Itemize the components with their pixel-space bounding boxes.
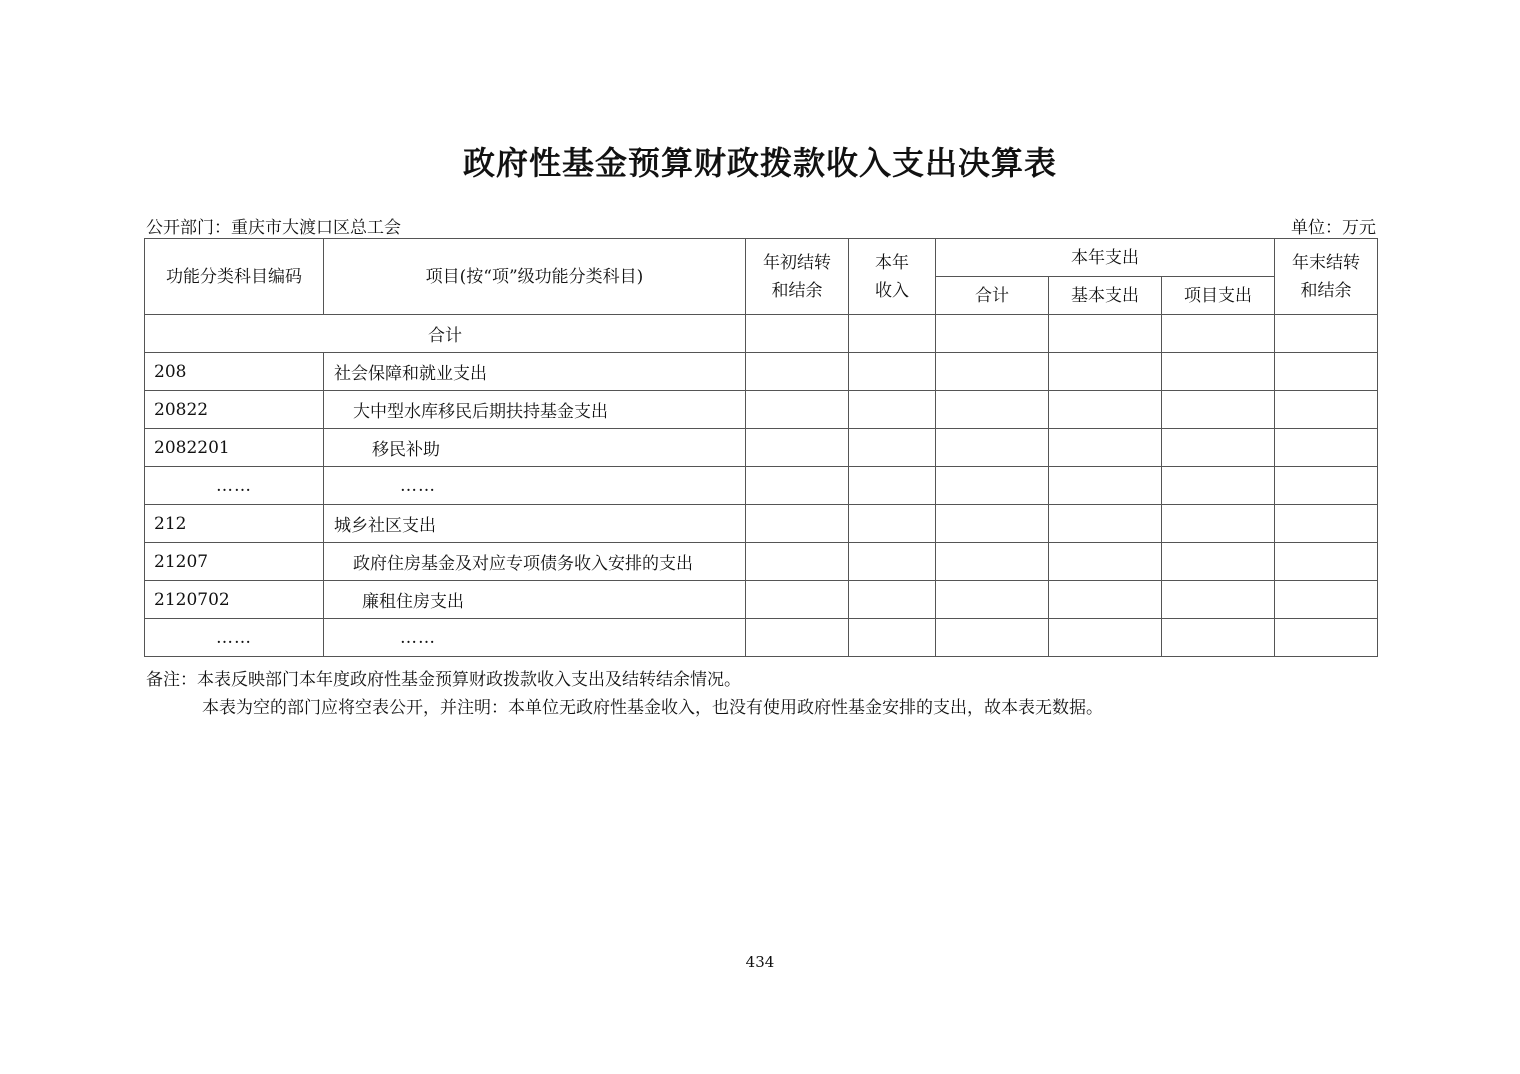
row-code: 2120702 (145, 581, 324, 619)
table-cell (746, 467, 849, 505)
row-name: 城乡社区支出 (324, 505, 746, 543)
table-cell (1049, 315, 1162, 353)
unit-label: 单位：万元 (1291, 218, 1376, 238)
table-cell (1049, 543, 1162, 581)
table-cell (1162, 505, 1275, 543)
row-name: 政府住房基金及对应专项债务收入安排的支出 (324, 543, 746, 581)
table-row (145, 505, 1378, 543)
table-cell (746, 429, 849, 467)
table-cell (1275, 543, 1378, 581)
note-line-2: 本表为空的部门应将空表公开，并注明：本单位无政府性基金收入，也没有使用政府性基金安排的支出，故本表无数据。 (202, 698, 1103, 718)
table-cell (746, 543, 849, 581)
table-row (145, 543, 1378, 581)
row-code-ellipsis: …… (145, 467, 324, 505)
page-title: 政府性基金预算财政拨款收入支出决算表 (462, 144, 1057, 182)
table-cell (1162, 429, 1275, 467)
table-cell (849, 391, 936, 429)
row-code: 2082201 (145, 429, 324, 467)
table-cell (1275, 619, 1378, 657)
table-cell (1275, 467, 1378, 505)
table-cell (1162, 467, 1275, 505)
table-cell (849, 315, 936, 353)
table-cell (936, 467, 1049, 505)
table-cell (1162, 619, 1275, 657)
header-income-line1: 本年 (875, 252, 909, 273)
header-closing-line2: 和结余 (1300, 280, 1352, 301)
row-code: 21207 (145, 543, 324, 581)
table-row (145, 391, 1378, 429)
table-cell (1049, 619, 1162, 657)
table-cell (936, 505, 1049, 543)
table-cell (936, 391, 1049, 429)
table-cell (1162, 581, 1275, 619)
table-cell (746, 505, 849, 543)
table-cell (849, 429, 936, 467)
notes (146, 666, 1103, 722)
table-cell (1162, 543, 1275, 581)
table-cell (849, 581, 936, 619)
table-cell (849, 543, 936, 581)
total-label: 合计 (145, 315, 746, 353)
header-closing-balance (1275, 239, 1378, 315)
row-name: 大中型水库移民后期扶持基金支出 (324, 391, 746, 429)
header-closing-line1: 年末结转 (1292, 252, 1360, 273)
table-cell (1049, 505, 1162, 543)
header-expense-project: 项目支出 (1162, 277, 1275, 315)
table-row-ellipsis (145, 619, 1378, 657)
header-income-line2: 收入 (875, 280, 909, 301)
header-income (849, 239, 936, 315)
table-cell (1275, 353, 1378, 391)
table-cell (1275, 505, 1378, 543)
table-cell (936, 353, 1049, 391)
header-opening-line1: 年初结转 (763, 252, 831, 273)
table-cell (1049, 391, 1162, 429)
table-cell (1275, 429, 1378, 467)
table-cell (936, 429, 1049, 467)
table-cell (1049, 429, 1162, 467)
table-cell (1275, 391, 1378, 429)
table-cell (1162, 391, 1275, 429)
header-item: 项目(按“项”级功能分类科目) (324, 239, 746, 315)
row-code: 208 (145, 353, 324, 391)
table-cell (1162, 353, 1275, 391)
table-cell (936, 543, 1049, 581)
header-opening-line2: 和结余 (771, 280, 823, 301)
note-line-1: 备注：本表反映部门本年度政府性基金预算财政拨款收入支出及结转结余情况。 (146, 670, 741, 690)
header-expense-group: 本年支出 (936, 239, 1275, 277)
header-expense-total: 合计 (936, 277, 1049, 315)
table-cell (849, 505, 936, 543)
budget-table (144, 238, 1378, 657)
table-row-total (145, 315, 1378, 353)
table-cell (746, 391, 849, 429)
table-row (145, 353, 1378, 391)
table-cell (849, 619, 936, 657)
table-cell (746, 353, 849, 391)
page-number: 434 (745, 953, 775, 971)
table-cell (849, 353, 936, 391)
table-cell (746, 315, 849, 353)
table-cell (1275, 581, 1378, 619)
table-cell (1275, 315, 1378, 353)
table-cell (936, 315, 1049, 353)
department-label: 公开部门：重庆市大渡口区总工会 (146, 218, 401, 238)
table-cell (849, 467, 936, 505)
row-name-ellipsis: …… (324, 619, 746, 657)
table-cell (1049, 581, 1162, 619)
table-cell (1162, 315, 1275, 353)
row-name: 移民补助 (324, 429, 746, 467)
header-code: 功能分类科目编码 (145, 239, 324, 315)
table-cell (746, 581, 849, 619)
table-cell (1049, 353, 1162, 391)
table-row (145, 429, 1378, 467)
row-name: 廉租住房支出 (324, 581, 746, 619)
table-row-ellipsis (145, 467, 1378, 505)
table-row (145, 581, 1378, 619)
table-cell (746, 619, 849, 657)
row-code: 212 (145, 505, 324, 543)
row-name-ellipsis: …… (324, 467, 746, 505)
row-code: 20822 (145, 391, 324, 429)
row-name: 社会保障和就业支出 (324, 353, 746, 391)
header-opening-balance (746, 239, 849, 315)
header-expense-basic: 基本支出 (1049, 277, 1162, 315)
table-cell (936, 581, 1049, 619)
row-code-ellipsis: …… (145, 619, 324, 657)
table-cell (936, 619, 1049, 657)
table-cell (1049, 467, 1162, 505)
